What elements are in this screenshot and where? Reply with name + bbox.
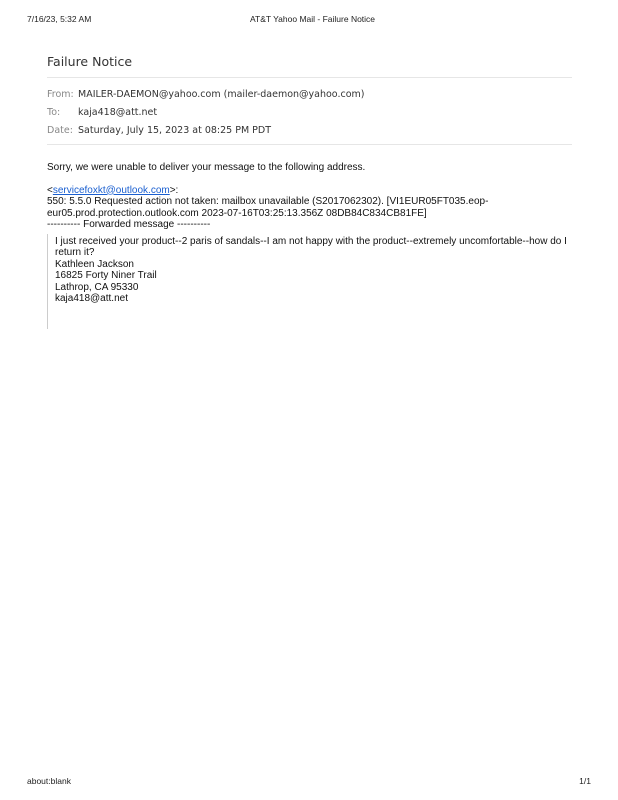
email-headers — [47, 78, 572, 145]
from-row — [47, 86, 572, 104]
quoted-email: kaja418@att.net — [55, 293, 128, 304]
date-label: Date: — [47, 125, 73, 136]
recipient-email-link[interactable]: servicefoxkt@outlook.com — [52, 184, 170, 196]
print-page-number: 1/1 — [579, 776, 591, 786]
from-label: From: — [47, 89, 74, 100]
email-subject: Failure Notice — [47, 50, 572, 78]
to-label: To: — [47, 107, 61, 118]
forwarded-header: ---------- Forwarded message ---------- — [47, 219, 211, 230]
print-title: AT&T Yahoo Mail - Failure Notice — [250, 14, 376, 24]
from-value: MAILER-DAEMON@yahoo.com (mailer-daemon@yahoo.com) — [78, 89, 365, 100]
print-header — [0, 14, 618, 26]
print-url: about:blank — [27, 776, 71, 786]
quoted-name: Kathleen Jackson — [55, 258, 134, 270]
intro-text: Sorry, we were unable to deliver your message to the following address. — [47, 162, 366, 173]
quoted-line-2: return it? — [55, 247, 95, 258]
quoted-message — [47, 234, 572, 329]
to-row — [47, 104, 572, 122]
email-body — [47, 162, 572, 329]
email-page — [47, 50, 572, 329]
recipient-line: <servicefoxkt@outlook.com>: — [47, 184, 179, 196]
to-value: kaja418@att.net — [78, 107, 158, 118]
date-row — [47, 122, 572, 140]
error-line-1: 550: 5.5.0 Requested action not taken: mailbox unavailable (S2017062302). [VI1EUR05FT035.eop- — [47, 196, 489, 207]
quoted-city: Lathrop, CA 95330 — [55, 281, 139, 293]
print-footer — [0, 776, 618, 788]
print-datetime: 7/16/23, 5:32 AM — [27, 14, 92, 24]
quoted-street: 16825 Forty Niner Trail — [55, 270, 157, 281]
date-value: Saturday, July 15, 2023 at 08:25 PM PDT — [78, 125, 272, 136]
error-line-2: eur05.prod.protection.outlook.com 2023-07-16T03:25:13.356Z 08DB84C834CB81FE] — [47, 207, 427, 219]
quoted-line-1: I just received your product--2 paris of sandals--I am not happy with the product--extremely uncomfortable--how do I — [55, 235, 567, 247]
